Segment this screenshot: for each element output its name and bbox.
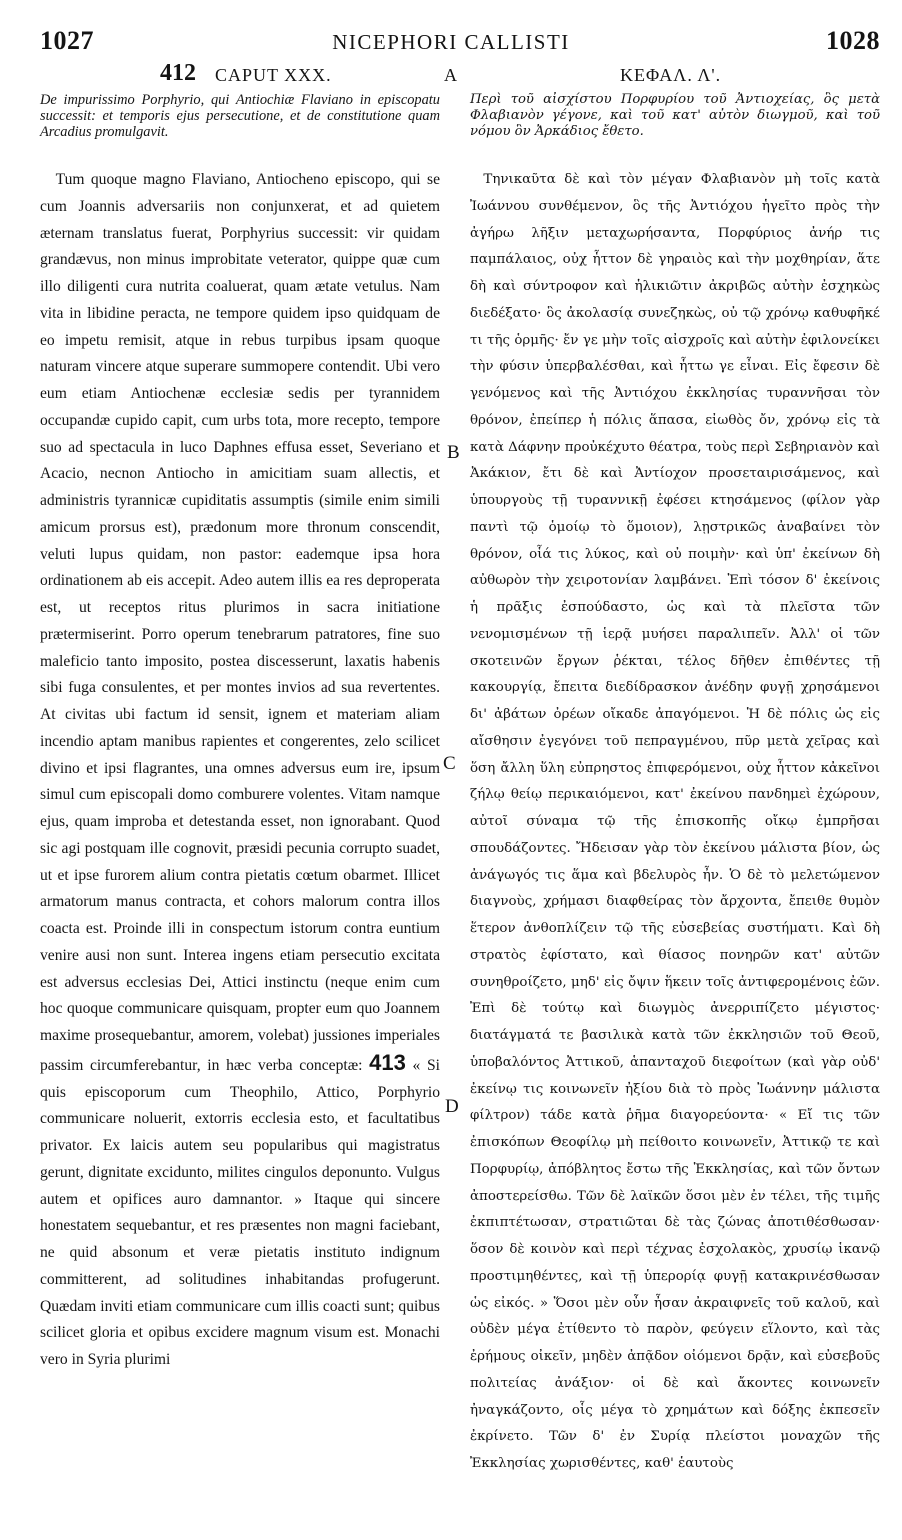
latin-chapter-summary: De impurissimo Porphyrio, qui Antiochiæ Flaviano in episcopatu successit: et temporis ejus persecutione, et de constitutione quam Arcadius promulgavit. <box>40 92 440 140</box>
latin-column <box>40 92 440 1374</box>
latin-body-text <box>40 167 440 1374</box>
page-number-left: 1027 <box>40 26 94 55</box>
chapter-heading-greek: ΚΕΦΑΛ. Λ'. <box>620 65 722 85</box>
greek-column <box>470 92 880 1478</box>
margin-marker-b: B <box>447 442 460 463</box>
column-number: 412 <box>160 60 196 86</box>
latin-body-part-1: Tum quoque magno Flaviano, Antiocheno episcopo, qui se cum Joannis adversariis non conjunxerat, et ad quietem æternam translatus fuerat, Porphyrius successit: vir quidam grandævus, non minus improbitate veterator, quippe quæ cum illo diligenti cura nutrita coaluerat, quam ætate vetulus. Nam vita in libidine peracta, ne tempore quidem ipso quidquam de eo impetu remisit, atque in rebus turpibus ipsam quoque naturam vincere atque superare summopere contendit. Ubi vero eum etiam Antiochenæ ecclesiæ sedis per tyrannidem occupandæ cupido capit, cum urbs tota, more recepto, tempore suo ad spectacula in luco Daphnes effusa esset, Severiano et Acacio, necnon Antiocho in amicitiam suam allectis, et administris tyrannicæ cupiditatis assumptis (simile enim simili amicum prorsus est), prædonum more thronum conscendit, veluti lupus quidam, non pastor: eademque ipsa hora ordinationem ab eis accepit. Adeo autem illis ea res deproperata est, ut receptos ritus plurimos in sacra initiatione prætermiserint. Porro operum tenebrarum patratores, fine suo maleficio tanto imposito, postea discesserunt, laxatis habenis sibi fuga consulentes, et per montes invios ad sua revertentes. At civitas ubi factum id sensit, ignem et materiam aliam incendio aptam manibus rapientes et congerentes, zelo scilicet divino et ipsi flagrantes, una omnes adversus eum ire, ipsum simul cum episcopali domo comburere volentes. Vitam namque ejus, quam improba et detestanda esset, non ignorabant. Quod sic agi postquam ille cognovit, præsidi pecunia corrupto suadet, ut et ipse furorem alium contra pietatis cœtum obarmet. Illicet armatorum manus contracta, et cohors malorum contra illos coacta est. Proinde illi in conspectum istorum contra euntium venire ausi non sunt. Interea ingens etiam persecutio excitata est adversus ecclesias Dei, Attici instinctu (neque enim cum hoc quoque communicare quisquam, propter eum quo Joannem maxime prosequebantur, amorem, volebat) jussiones imperiales passim circumferebantur, in hæc verba conceptæ: <box>40 171 440 1074</box>
chapter-header <box>0 62 902 88</box>
greek-chapter-summary: Περὶ τοῦ αἰσχίστου Πορφυρίου τοῦ Ἀντιοχείας, ὃς μετὰ Φλαβιανὸν γέγονε, καὶ τοῦ κατ' αὐτὸν διωγμοῦ, καὶ τοῦ νόμου ὃν Ἀρκάδιος ἔθετο. <box>470 92 880 139</box>
inline-column-number: 413 <box>369 1049 406 1075</box>
margin-marker-d: D <box>445 1096 459 1117</box>
greek-body: Τηνικαῦτα δὲ καὶ τὸν μέγαν Φλαβιανὸν μὴ τοῖς κατὰ Ἰωάννου συνθέμενον, ὃς τῆς Ἀντιόχου ἡγεῖτο πρὸς τὴν ἀγήρω λῆξιν μεταχωρήσαντα, Πορφύριος ἀνήρ τις παμπάλαιος, οὐχ ἧττον δὲ γηραιὸς καὶ τὴν μοχθηρίαν, ἅτε δὴ καὶ σύντροφον καὶ ἡλικιῶτιν ἀκριβῶς αὐτὴν ἐσχηκὼς διεδέξατο· ὃς ἀκολασίᾳ συνεζηκὼς, οὐ τῷ χρόνῳ καθυφῆκέ τι τῆς ὁρμῆς· ἔν γε μὴν τοῖς αἰσχροῖς καὶ αὐτὴν ἐφιλονείκει τὴν φύσιν ὑπερβαλέσθαι, καὶ ἧττω γε εἶναι. Εἰς ἔφεσιν δὲ γενόμενος καὶ τῆς Ἀντιόχου ἐκκλησίας τυραννῆσαι τὸν θρόνον, ἐπείπερ ἡ πόλις ἅπασα, εἰωθὸς ὄν, χρόνῳ εἰς τὰ κατὰ Δάφνην προὐκέχυτο θέατρα, τοὺς περὶ Σεβηριανὸν καὶ Ἀκάκιον, ἔτι δὲ καὶ Ἀντίοχον προσεταιρισάμενος, καὶ ὑπουργοὺς τῇ τυραννικῇ ἐφέσει κτησάμενος (φίλον γὰρ παντὶ τῷ ὁμοίῳ τὸ ὅμοιον), λῃστρικῶς ἀναβαίνει τὸν θρόνον, οἷά τις λύκος, καὶ οὐ ποιμὴν· καὶ ὑπ' ἐκείνων δὴ αὐθωρὸν τὴν χειροτονίαν λαμβάνει. Ἐπὶ τόσον δ' ἐκείνοις ἡ πρᾶξις ἐσπούδαστο, ὡς καὶ τὰ πλεῖστα τῶν νενομισμένων τῇ ἱερᾷ μυήσει παραλιπεῖν. Ἀλλ' οἱ τῶν σκοτεινῶν ἔργων ῥέκται, τέλος δῆθεν ἐπιθέντες τῇ κακουργίᾳ, ἔπειτα διεδίδρασκον ἀνέδην φυγῇ χρησάμενοι δι' ἀβάτων ὀρέων οἴκαδε ἀπαγόμενοι. Ἡ δὲ πόλις ὡς εἰς αἴσθησιν ἐγεγόνει τοῦ πεπραγμένου, πῦρ μετὰ χεῖρας καὶ ὅση ἄλλη ὕλη εὐπρηστος ἐπιφερόμενοι, οὐχ ἧττον κἀκεῖνοι ζήλῳ θείῳ περικαιόμενοι, κατ' ἐκείνου πανδημεὶ ἐχώρουν, αὐτοῖ σύναμα τῷ τῆς ἐπισκοπῆς οἴκῳ ἐμπρῆσαι σπουδάζοντες. Ἤδεισαν γὰρ τὸν ἐκείνου μάλιστα βίον, ὡς ἀνάγωγός τις ἅμα καὶ βδελυρὸς ἦν. Ὁ δὲ τὸ μελετώμενον διαγνοὺς, χρήμασι διαφθείρας τὸν ἄρχοντα, ἔπειθε θυμὸν ἕτερον ἀνθοπλίζειν τῷ τῆς εὐσεβείας συστήματι. Καὶ δὴ στρατὸς ἐφίστατο, καὶ θίασος πονηρῶν κατ' αὐτῶν συνηθροίζετο, μηδ' εἰς ὄψιν ἥκειν τοῖς ἀντιφερομένοις ἐῶν. Ἐπὶ δὲ τούτῳ καὶ διωγμὸς ἀνερριπίζετο μέγιστος· διατάγματά τε βασιλικὰ κατὰ τῶν ἐκκλησιῶν τοῦ Θεοῦ, ὑποβαλόντος Ἀττικοῦ, ἁπανταχοῦ διεφοίτων (καὶ γὰρ οὐδ' ἐκείνῳ τις κοινωνεῖν ἠξίου διὰ τὸ πρὸς Ἰωάννην μάλιστα φίλτρον) τάδε κατὰ ῥῆμα διαγορεύοντα· « Εἴ τις τῶν ἐπισκόπων Θεοφίλῳ μὴ πείθοιτο κοινωνεῖν, Ἀττικῷ τε καὶ Πορφυρίῳ, ἀπόβλητος ἔστω τῆς Ἐκκλησίας, καὶ τῶν ὄντων ἀποστερείσθω. Τῶν δὲ λαϊκῶν ὅσοι μὲν ἐν τέλει, τῆς τιμῆς ἐκπιπτέτωσαν, στρατιῶται δὲ τὰς ζώνας ἀποτιθέσθωσαν· ὅσον δὲ κοινὸν καὶ περὶ τέχνας ἐσχολακὸς, χρυσίῳ ἱκανῷ προστιμηθέντες, καὶ τῇ ὑπερορίᾳ φυγῇ κατακρινέσθωσαν ὡς εἰκός. » Ὅσοι μὲν οὖν ἦσαν ἀκραιφνεῖς τοῦ καλοῦ, καὶ οὐδὲν μέγα ἐτίθεντο τὸ παρὸν, φεύγειν εἵλοντο, καὶ τὰς ἐρήμους οἰκεῖν, μηδὲν ἀπᾷδον οἰόμενοι δρᾷν, καὶ εὐσεβοῦς πολιτείας ἀνάξιον· οἱ δὲ καὶ ἄκοντες κοινωνεῖν ἠναγκάζοντο, οἷς μέγα τὸ χρημάτων καὶ δόξης ἐκπεσεῖν ἐκρίνετο. Τῶν δ' ἐν Συρίᾳ πλείστοι μοναχῶν τῆς Ἐκκλησίας χωρισθέντες, καθ' ἑαυτοὺς <box>470 172 880 1471</box>
greek-body-text <box>470 167 880 1478</box>
margin-marker-c: C <box>443 753 456 774</box>
running-title: NICEPHORI CALLISTI <box>332 30 570 54</box>
page-number-right: 1028 <box>826 26 880 55</box>
chapter-heading-latin: CAPUT XXX. <box>215 65 332 85</box>
latin-body-part-2: « Si quis episcoporum cum Theophilo, Attico, Porphyrio communicare noluerit, extorris ecclesia esto, et facultatibus privator. Ex laicis autem seu popularibus qui magistratus gerunt, dignitate exciduntо, milites cingulos deponunto. Vulgus autem et opifices auro damnantor. » Itaque qui sincere honestatem sequebantur, et res præsentes non magni faciebant, ne quid absonum et veræ pietatis instituto indignum committerent, ad solitudines inhabitandas profugerunt. Quædam inviti etiam communicare cum illis coacti sunt; quibus scilicet gloria et opibus excidere magnum visum est. Monachi vero in Syria plurimi <box>40 1056 441 1368</box>
page-header <box>0 26 902 60</box>
section-marker-a: A <box>444 65 457 85</box>
